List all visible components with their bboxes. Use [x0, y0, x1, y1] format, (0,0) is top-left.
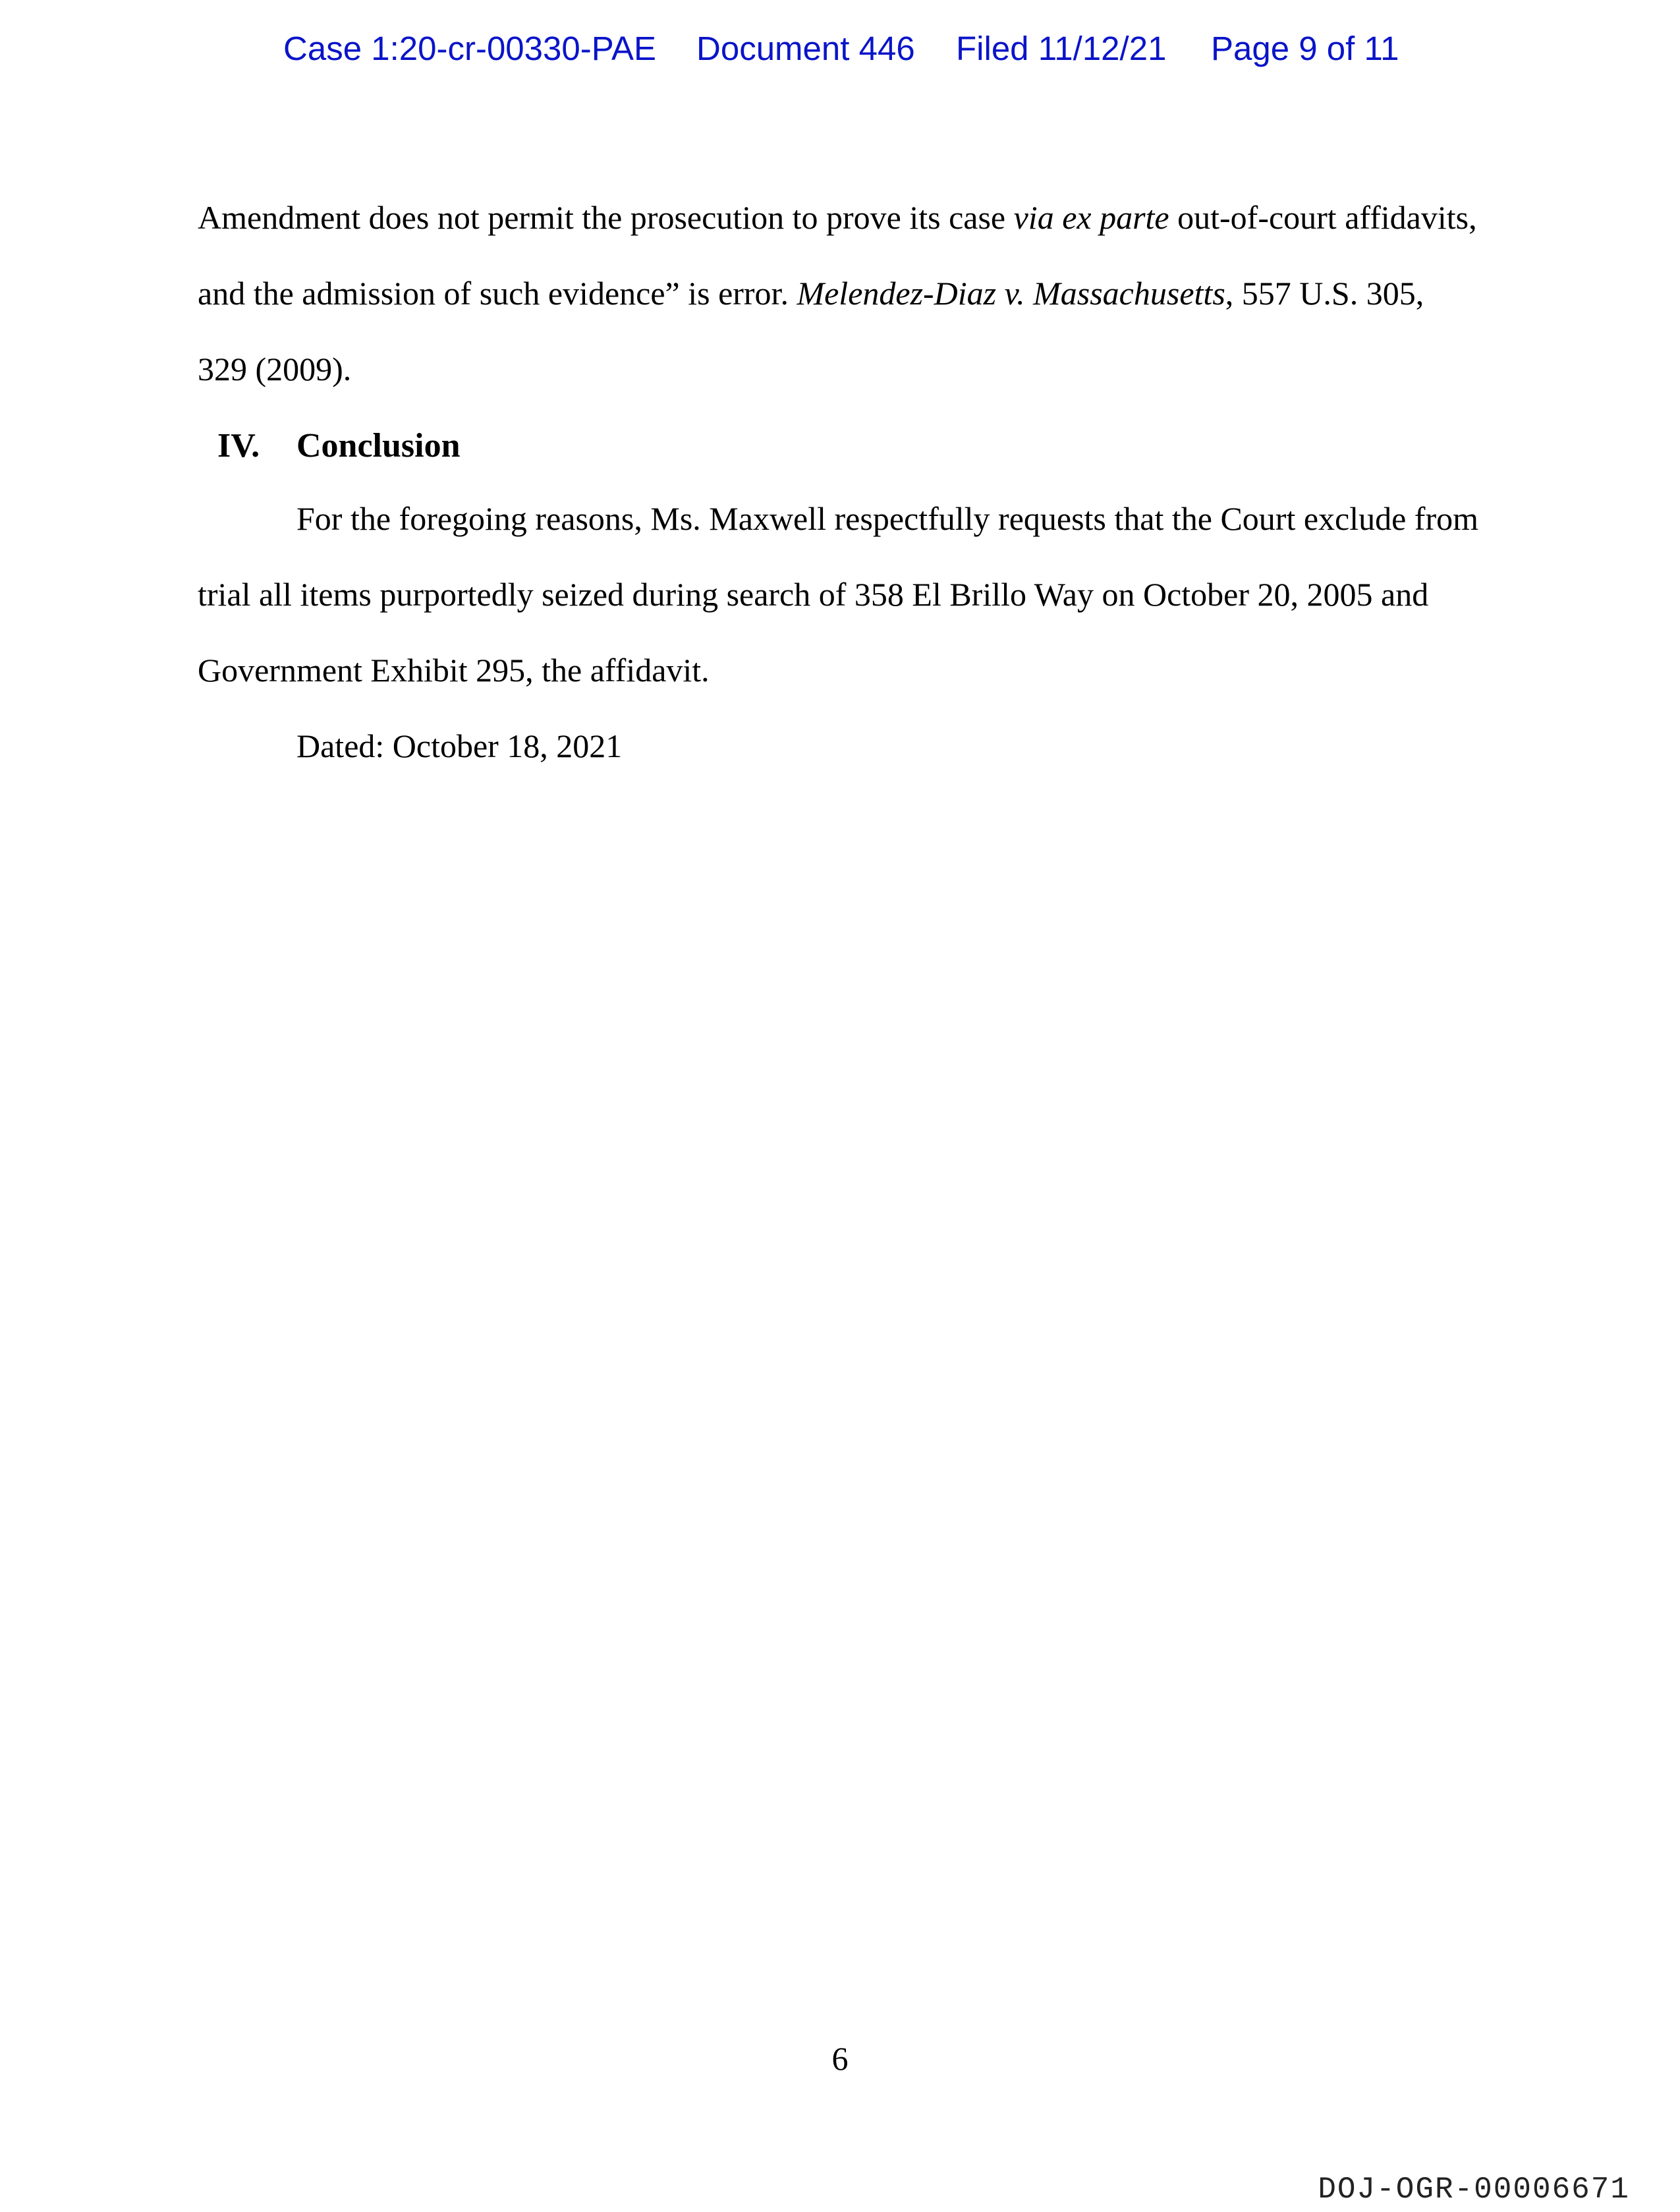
- case-number: Case 1:20-cr-00330-PAE: [283, 30, 657, 67]
- case-header: [0, 29, 1680, 75]
- conclusion-line-2: trial all items purportedly seized during search of 358 El Brillo Way on October 20, 2005 and: [198, 576, 1429, 613]
- bates-number: DOJ-OGR-00006671: [1318, 2172, 1630, 2207]
- body-line-2-text: and the admission of such evidence” is error.: [198, 275, 797, 312]
- body-line-1: [198, 198, 1477, 237]
- section-number: IV.: [217, 427, 260, 465]
- body-line-1-tail: out-of-court affidavits,: [1169, 199, 1477, 236]
- body-line-1-italic: via ex parte: [1013, 199, 1169, 236]
- section-heading: [217, 425, 461, 467]
- body-line-1-text: Amendment does not permit the prosecution to prove its case: [198, 199, 1014, 236]
- body-line-2-tail: , 557 U.S. 305,: [1225, 275, 1424, 312]
- body-line-3: 329 (2009).: [198, 351, 352, 387]
- case-citation: Melendez-Diaz v. Massachusetts: [797, 275, 1225, 312]
- page-number: 6: [831, 2040, 849, 2077]
- conclusion-line-1: For the foregoing reasons, Ms. Maxwell respectfully requests that the Court exclude from: [296, 500, 1478, 537]
- body-line-2: [198, 273, 1424, 313]
- page-of-total: Page 9 of 11: [1211, 30, 1399, 67]
- filed-date: Filed 11/12/21: [956, 30, 1167, 67]
- dated-line: Dated: October 18, 2021: [296, 727, 623, 764]
- section-title: Conclusion: [296, 427, 461, 465]
- conclusion-line-3: Government Exhibit 295, the affidavit.: [198, 652, 710, 689]
- document-number: Document 446: [696, 30, 915, 67]
